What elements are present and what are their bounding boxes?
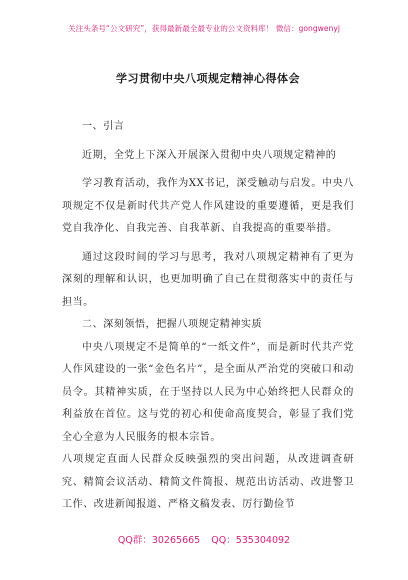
section-heading-essence: 二、深刻领悟，把握八项规定精神实质 [82, 319, 263, 330]
qq-number-text: QQ：535304092 [211, 535, 291, 546]
document-page [62, 58, 354, 517]
paragraph-5: 八项规定直面人民群众反映强烈的突出问题，从改进调查研究、精简会议活动、精简文件简报、规范出访活动、改进警卫工作、改进新闻报道、严格文稿发表、厉行勤俭节 [62, 454, 354, 510]
paragraph-4: 中央八项规定不是简单的“一纸文件”，而是新时代共产党人作风建设的一张“金色名片”，是全面从严治党的突破口和动员令。其精神实质，在于坚持以人民为中心始终把人民群众的利益放在首位。这与党的初心和使命高度契合，彰显了我们党全心全意为人民服务的根本宗旨。 [62, 341, 354, 443]
footer-contact [0, 532, 408, 546]
paragraph-1: 近期，全党上下深入开展深入贯彻中央八项规定精神的 [82, 149, 337, 161]
qq-group-text: QQ群：30265665 [117, 535, 201, 546]
paragraph-3: 通过这段时间的学习与思考，我对八项规定精神有了更为深刻的理解和认识，也更加明确了自己在贯彻落实中的责任与担当。 [62, 251, 354, 308]
section-heading-intro: 一、引言 [82, 121, 125, 132]
paragraph-2: 学习教育活动，我作为XX书记，深受触动与启发。中央八项规定不仅是新时代共产党人作风建设的重要遵循，更是我们党自我净化、自我完善、自我革新、自我提高的重要举措。 [62, 178, 354, 234]
document-title: 学习贯彻中央八项规定精神心得体会 [116, 72, 300, 85]
header-banner: 关注头条号“公文研究”，获得最新最全最专业的公文资料库！ 微信：gongwenyj [68, 24, 340, 33]
